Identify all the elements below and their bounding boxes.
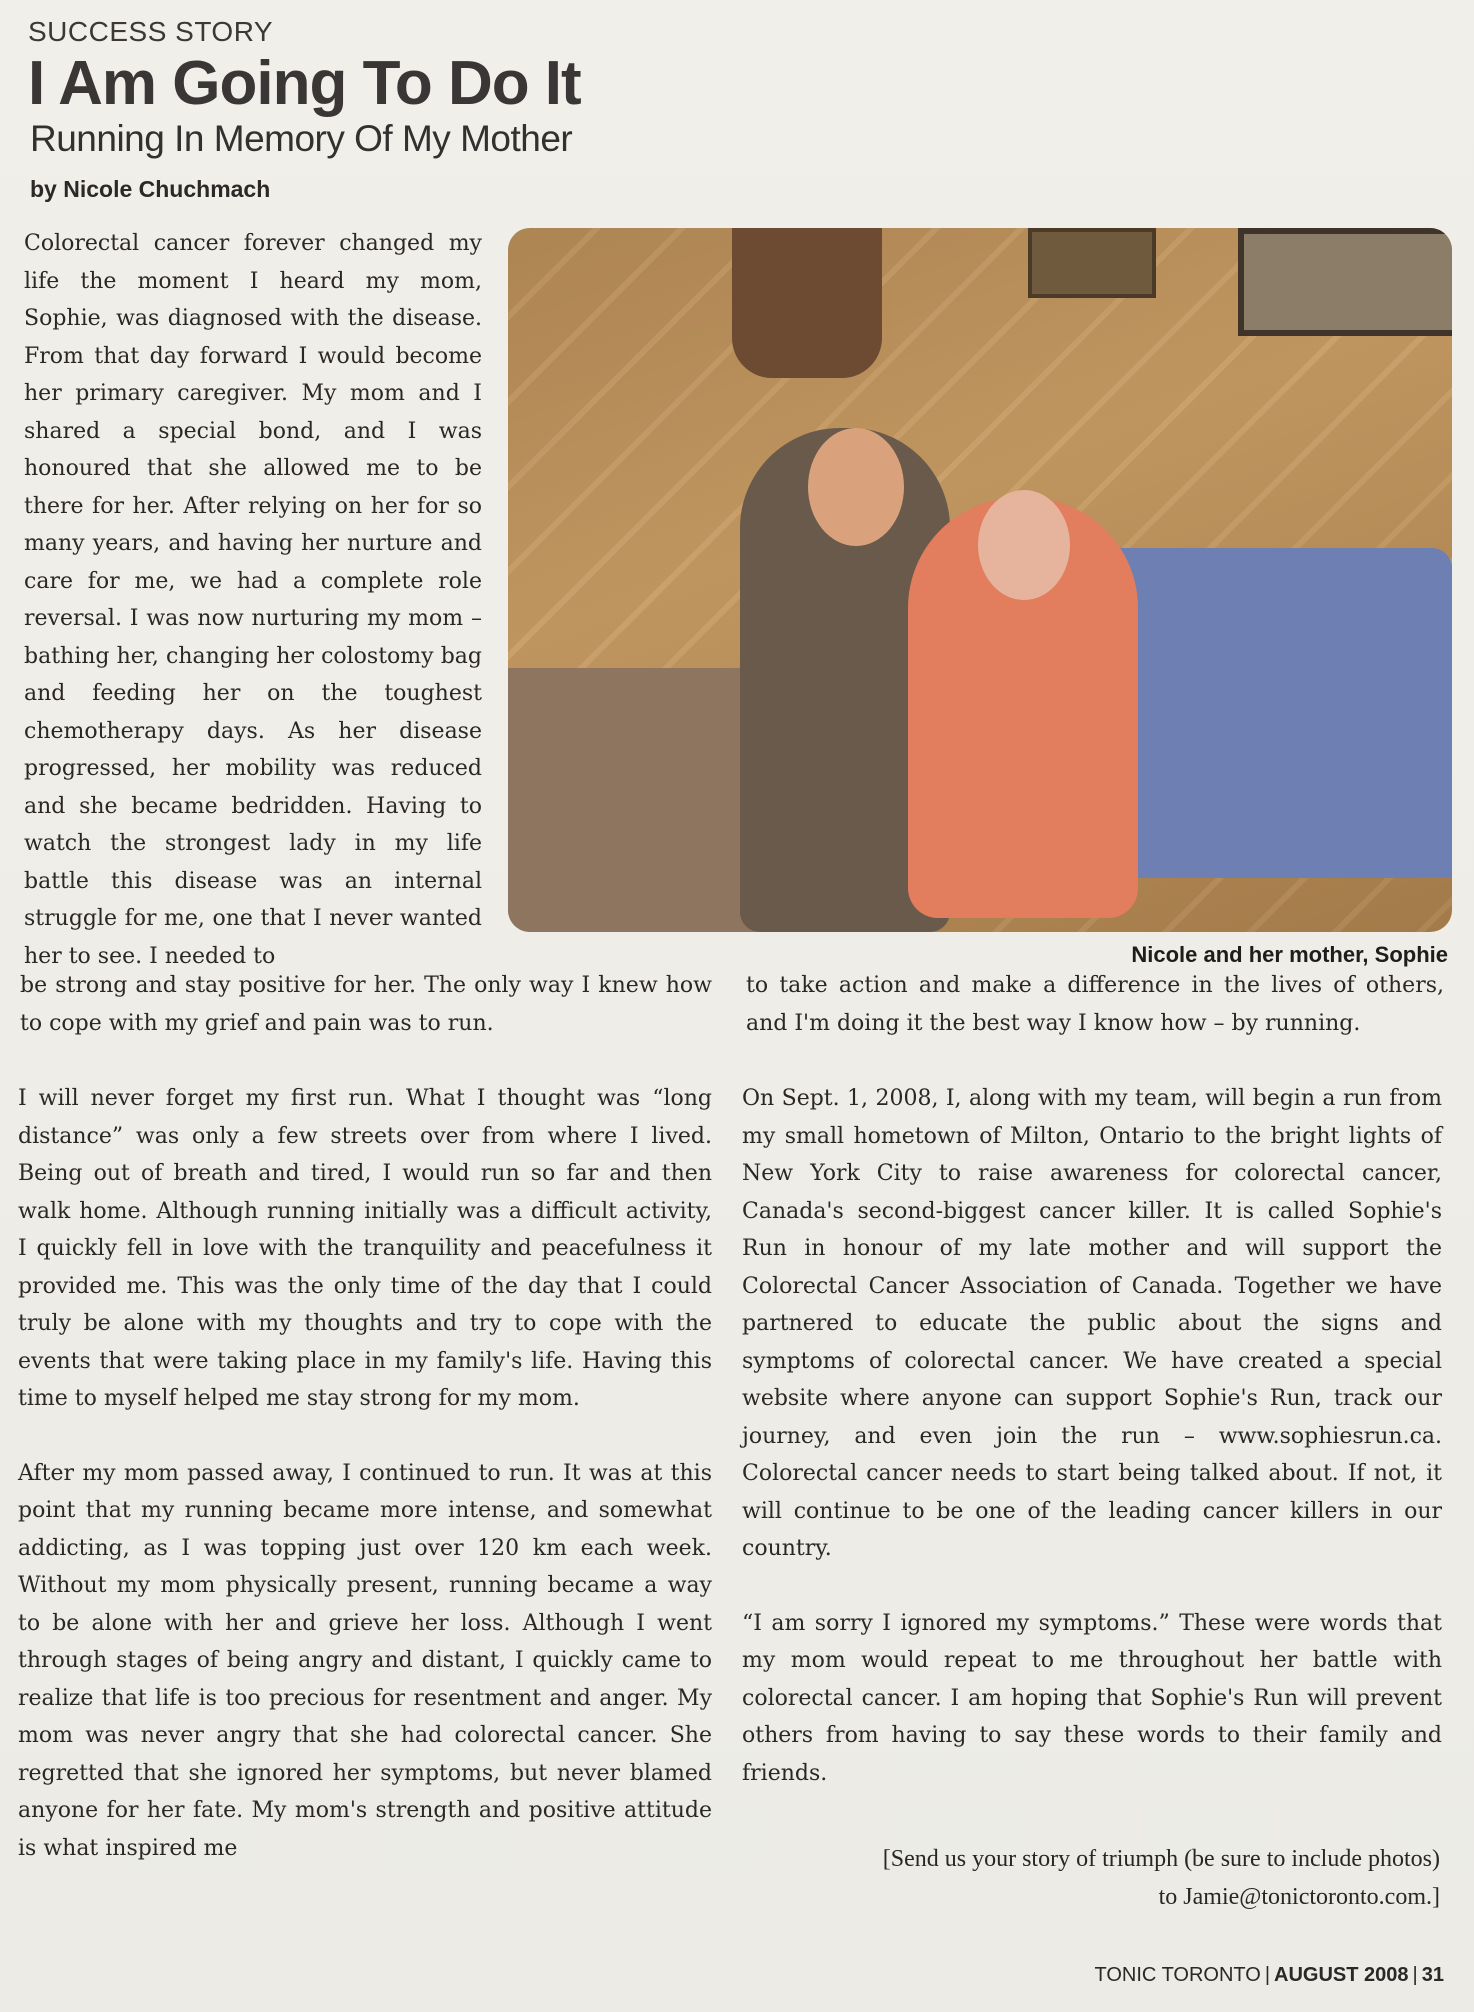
- article-subtitle: Running In Memory Of My Mother: [30, 118, 573, 159]
- intro-paragraph-end: be strong and stay positive for her. The only way I knew how to cope with my grief and pain was to run.: [20, 973, 712, 1036]
- byline: by Nicole Chuchmach: [30, 176, 271, 202]
- page-footer: [1095, 1964, 1444, 1987]
- body-paragraph: I will never forget my first run. What I thought was “long distance” was only a few streets over from where I lived. Being out of breath and tired, I would run so far and then walk home. Although running initially was a difficult activity, I quickly fell in love with the tranquility and peacefulness it provided me. This was the only time of the day that I could truly be alone with my thoughts and try to cope with the events that were taking place in my family's life. Having this time to myself helped me stay strong for my mom.: [18, 1086, 712, 1411]
- intro-column: [24, 225, 482, 975]
- section-kicker: SUCCESS STORY: [28, 16, 274, 47]
- body-paragraph: On Sept. 1, 2008, I, along with my team, will begin a run from my small hometown of Milton, Ontario to the bright lights of New York City to raise awareness for colorectal cancer, Canada's second-biggest cancer killer. It is called Sophie's Run in honour of my late mother and will support the Colorectal Cancer Association of Canada. Together we have partnered to educate the public about the signs and symptoms of colorectal cancer. We have created a special website where anyone can support Sophie's Run, track our journey, and even join the run – www.sophiesrun.ca. Colorectal cancer needs to start being talked about. If not, it will continue to be one of the leading cancer killers in our country.: [742, 1086, 1442, 1561]
- body-paragraph: “I am sorry I ignored my symptoms.” These were words that my mom would repeat to me throughout her battle with colorectal cancer. I am hoping that Sophie's Run will prevent others from having to say these words to their family and friends.: [742, 1610, 1442, 1786]
- article-photo: [508, 228, 1452, 932]
- photo-lamp: [732, 228, 882, 378]
- footer-divider: |: [1412, 1964, 1418, 1986]
- footer-issue: AUGUST 2008: [1274, 1964, 1409, 1986]
- photo-face: [808, 428, 904, 546]
- photo-caption: Nicole and her mother, Sophie: [1131, 942, 1448, 967]
- page-number: 31: [1421, 1964, 1444, 1986]
- body-paragraph: After my mom passed away, I continued to run. It was at this point that my running became more intense, and somewhat addicting, as I was topping just over 120 km each week. Without my mom physically present, running became a way to be alone with her and grieve her loss. Although I went through stages of being angry and distant, I quickly came to realize that life is too precious for resentment and anger. My mom was never angry that she had colorectal cancer. She regretted that she ignored her symptoms, but never blamed anyone for her fate. My mom's strength and positive attitude is what inspired me: [18, 1460, 712, 1861]
- right-column-top: [746, 967, 1444, 1042]
- photo-chair: [508, 668, 768, 932]
- submission-note: [720, 1840, 1440, 1916]
- submission-note-line: [Send us your story of triumph (be sure to include photos): [882, 1846, 1440, 1872]
- photo-picture-frame: [1238, 228, 1452, 336]
- left-column: [18, 1080, 712, 1867]
- footer-divider: |: [1264, 1964, 1271, 1986]
- photo-face: [978, 490, 1070, 600]
- intro-paragraph: Colorectal cancer forever changed my life the moment I heard my mom, Sophie, was diagnosed with the disease. From that day forward I would become her primary caregiver. My mom and I shared a special bond, and I was honoured that she allowed me to be there for her. After relying on her for so many years, and having her nurture and care for me, we had a complete role reversal. I was now nurturing my mom – bathing her, changing her colostomy bag and feeding her on the toughest chemotherapy days. As her disease progressed, her mobility was reduced and she became bedridden. Having to watch the strongest lady in my life battle this disease was an internal struggle for me, one that I never wanted her to see. I needed to: [24, 231, 482, 969]
- bleed-through-text: [790, 60, 1450, 180]
- submission-note-line: to Jamie@tonictoronto.com.]: [1158, 1884, 1440, 1910]
- article-title: I Am Going To Do It: [28, 49, 581, 118]
- closing-continuation: to take action and make a difference in the lives of others, and I'm doing it the best way I know how – by running.: [746, 973, 1444, 1036]
- right-column: [742, 1080, 1442, 1792]
- photo-picture-frame: [1028, 228, 1156, 298]
- footer-publication: TONIC TORONTO: [1094, 1964, 1261, 1986]
- left-column-top: [20, 967, 712, 1042]
